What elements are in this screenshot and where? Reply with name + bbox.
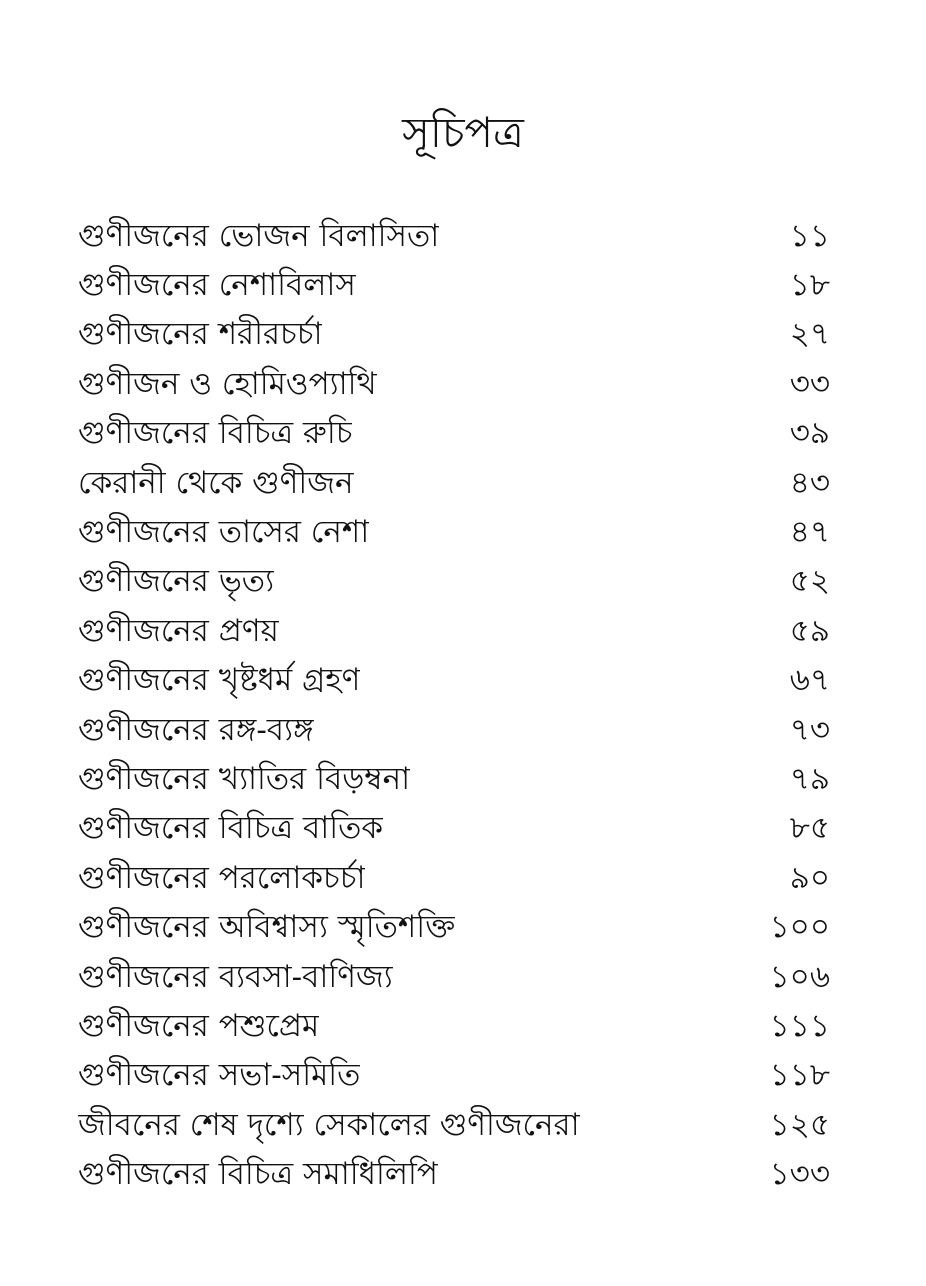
toc-entry-page: ১১৮ (769, 1057, 830, 1094)
toc-entry-page: ১১১ (769, 1007, 830, 1044)
toc-entry-title: গুণীজনের সভা-সমিতি (78, 1057, 361, 1094)
toc-entry (78, 1053, 830, 1102)
toc-entry (78, 559, 830, 608)
toc-entry-title: গুণীজনের ভৃত্য (78, 563, 275, 600)
toc-entry-page: ৪৩ (789, 464, 830, 501)
toc-entry (78, 855, 830, 904)
toc-entry (78, 904, 830, 953)
toc-entry-title: গুণীজনের খৃষ্টধর্ম গ্রহণ (78, 662, 361, 699)
toc-entry (78, 213, 830, 262)
toc-entry-title: কেরানী থেকে গুণীজন (78, 464, 354, 501)
toc-entry-title: গুণীজনের পশুপ্রেম (78, 1007, 320, 1044)
toc-entry-page: ৩৩ (789, 365, 830, 402)
toc-entry-title: গুণীজনের অবিশ্বাস্য স্মৃতিশক্তি (78, 909, 456, 946)
toc-entry-title: গুণীজনের বিচিত্র রুচি (78, 415, 353, 452)
toc-entry-title: গুণীজনের নেশাবিলাস (78, 267, 356, 304)
toc-entry-title: গুণীজনের বিচিত্র সমাধিলিপি (78, 1156, 438, 1193)
toc-entry (78, 411, 830, 460)
table-of-contents (78, 213, 830, 1201)
toc-entry-page: ৬৭ (789, 662, 830, 699)
toc-entry-page: ৭৩ (789, 711, 830, 748)
toc-entry (78, 509, 830, 558)
toc-entry-page: ৯০ (789, 859, 830, 896)
toc-entry (78, 1151, 830, 1200)
toc-entry-title: গুণীজনের রঙ্গ-ব্যঙ্গ (78, 711, 314, 748)
toc-entry-page: ৮৫ (789, 810, 830, 847)
toc-entry (78, 460, 830, 509)
toc-entry-title: গুণীজনের খ্যাতির বিড়ম্বনা (78, 761, 411, 797)
toc-entry-page: ২৭ (789, 316, 830, 353)
toc-entry (78, 262, 830, 311)
toc-entry-page: ১৮ (789, 267, 830, 304)
toc-entry-title: গুণীজনের পরলোকচর্চা (78, 859, 366, 896)
toc-entry (78, 806, 830, 855)
toc-entry-title: গুণীজনের তাসের নেশা (78, 514, 370, 551)
toc-entry (78, 658, 830, 707)
toc-entry (78, 608, 830, 657)
toc-entry-page: ৩৯ (789, 415, 830, 452)
page-title: সূচিপত্র (402, 108, 524, 157)
toc-entry-page: ১১ (789, 217, 830, 254)
toc-entry-page: ১৩৩ (769, 1156, 830, 1193)
toc-entry-title: গুণীজনের বিচিত্র বাতিক (78, 810, 384, 847)
toc-entry-title: গুণীজনের শরীরচর্চা (78, 316, 323, 353)
toc-entry (78, 312, 830, 361)
toc-entry-page: ৭৯ (789, 761, 830, 797)
toc-entry (78, 1102, 830, 1151)
toc-entry (78, 954, 830, 1003)
toc-entry-page: ৫৯ (789, 612, 830, 649)
toc-entry-page: ৫২ (789, 563, 830, 600)
toc-entry-page: ৪৭ (789, 514, 830, 551)
toc-entry-title: গুণীজনের প্রণয় (78, 612, 279, 649)
toc-entry-page: ১০৬ (769, 958, 830, 995)
toc-entry-title: গুণীজন ও হোমিওপ্যাথি (78, 365, 377, 402)
toc-entry (78, 756, 830, 805)
toc-entry (78, 707, 830, 756)
toc-entry (78, 361, 830, 410)
toc-entry-title: গুণীজনের ভোজন বিলাসিতা (78, 217, 440, 254)
toc-entry-title: জীবনের শেষ দৃশ্যে সেকালের গুণীজনেরা (78, 1106, 580, 1143)
toc-entry-page: ১২৫ (769, 1106, 830, 1143)
toc-entry-title: গুণীজনের ব্যবসা-বাণিজ্য (78, 958, 393, 995)
toc-entry-page: ১০০ (769, 909, 830, 946)
toc-entry (78, 1003, 830, 1052)
